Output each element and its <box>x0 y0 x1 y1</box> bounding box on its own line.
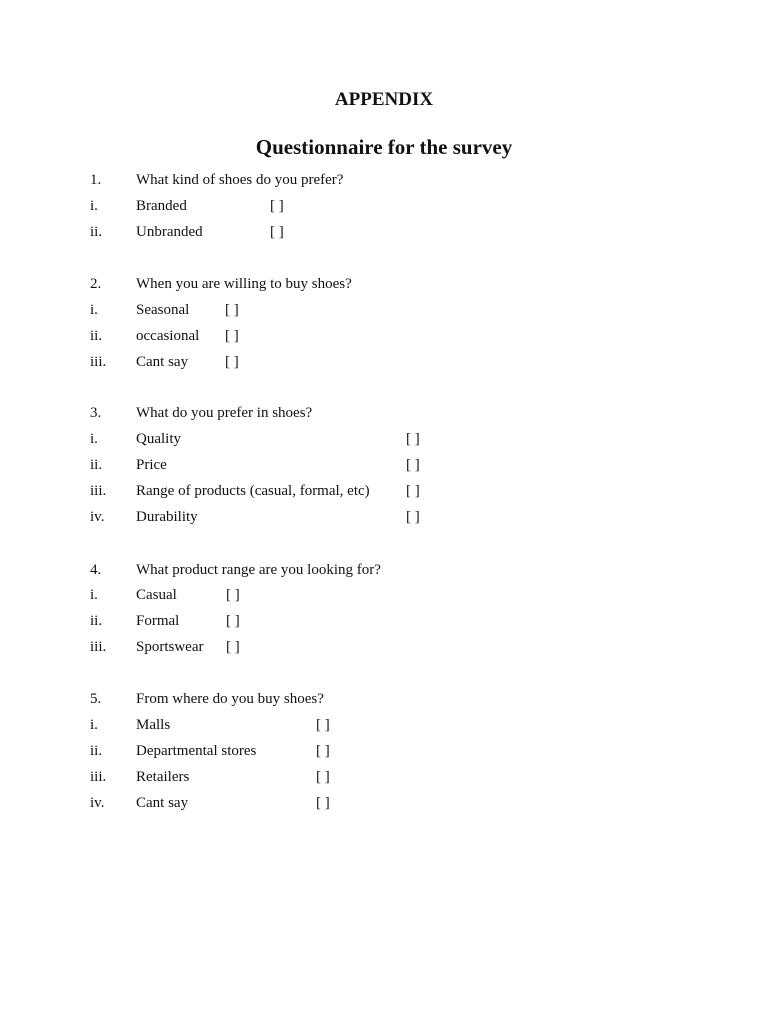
option-unbranded <box>0 222 768 242</box>
option-cant-say <box>0 793 768 813</box>
option-label: Seasonal <box>136 302 190 318</box>
option-branded <box>0 196 768 216</box>
question-text: When you are willing to buy shoes? <box>136 276 352 292</box>
option-range-of-products <box>0 481 768 501</box>
question-text: What kind of shoes do you prefer? <box>136 172 344 188</box>
option-label: Malls <box>136 717 171 733</box>
checkbox[interactable]: [ ] <box>316 717 330 733</box>
checkbox[interactable]: [ ] <box>226 613 240 629</box>
question-2 <box>0 274 768 294</box>
option-label: Cant say <box>136 354 189 370</box>
option-occasional <box>0 326 768 346</box>
checkbox[interactable]: [ ] <box>316 769 330 785</box>
option-durability <box>0 507 768 527</box>
question-5 <box>0 689 768 709</box>
option-marker: iv. <box>90 509 105 525</box>
option-label: Formal <box>136 613 180 629</box>
question-text: What do you prefer in shoes? <box>136 405 313 421</box>
option-marker: iii. <box>90 483 107 499</box>
option-quality <box>0 429 768 449</box>
question-4 <box>0 560 768 580</box>
page-subtitle: Questionnaire for the survey <box>255 135 513 159</box>
option-departmental-stores <box>0 741 768 761</box>
checkbox[interactable]: [ ] <box>225 302 239 318</box>
option-marker: iii. <box>90 354 107 370</box>
question-1 <box>0 170 768 190</box>
question-number: 4. <box>90 562 102 578</box>
checkbox[interactable]: [ ] <box>226 587 240 603</box>
option-price <box>0 455 768 475</box>
question-text: What product range are you looking for? <box>136 562 381 578</box>
option-marker: ii. <box>90 613 103 629</box>
option-marker: ii. <box>90 328 103 344</box>
option-marker: ii. <box>90 743 103 759</box>
option-label: Casual <box>136 587 177 603</box>
page-title: APPENDIX <box>334 89 434 110</box>
question-number: 1. <box>90 172 102 188</box>
option-label: Cant say <box>136 795 189 811</box>
option-casual <box>0 585 768 605</box>
option-cant-say <box>0 352 768 372</box>
option-label: Branded <box>136 198 187 214</box>
checkbox[interactable]: [ ] <box>225 328 239 344</box>
checkbox[interactable]: [ ] <box>316 795 330 811</box>
option-sportswear <box>0 637 768 657</box>
question-number: 2. <box>90 276 102 292</box>
checkbox[interactable]: [ ] <box>406 431 420 447</box>
checkbox[interactable]: [ ] <box>270 224 284 240</box>
option-label: Quality <box>136 431 181 447</box>
question-3 <box>0 403 768 423</box>
question-number: 3. <box>90 405 102 421</box>
option-marker: iii. <box>90 639 107 655</box>
option-marker: ii. <box>90 457 103 473</box>
option-marker: i. <box>90 302 98 318</box>
option-marker: iii. <box>90 769 107 785</box>
option-label: Sportswear <box>136 639 204 655</box>
option-seasonal <box>0 300 768 320</box>
checkbox[interactable]: [ ] <box>225 354 239 370</box>
option-marker: iv. <box>90 795 105 811</box>
checkbox[interactable]: [ ] <box>406 483 420 499</box>
checkbox[interactable]: [ ] <box>406 457 420 473</box>
option-label: Unbranded <box>136 224 203 240</box>
option-label: Durability <box>136 509 198 525</box>
option-marker: i. <box>90 717 98 733</box>
option-malls <box>0 715 768 735</box>
checkbox[interactable]: [ ] <box>406 509 420 525</box>
option-marker: i. <box>90 587 98 603</box>
option-label: occasional <box>136 328 200 344</box>
question-text: From where do you buy shoes? <box>136 691 324 707</box>
option-label: Retailers <box>136 769 190 785</box>
option-label: Departmental stores <box>136 743 257 759</box>
checkbox[interactable]: [ ] <box>316 743 330 759</box>
option-label: Price <box>136 457 167 473</box>
checkbox[interactable]: [ ] <box>270 198 284 214</box>
option-formal <box>0 611 768 631</box>
option-marker: i. <box>90 431 98 447</box>
option-marker: ii. <box>90 224 103 240</box>
option-marker: i. <box>90 198 98 214</box>
option-label: Range of products (casual, formal, etc) <box>136 483 370 499</box>
question-number: 5. <box>90 691 102 707</box>
option-retailers <box>0 767 768 787</box>
checkbox[interactable]: [ ] <box>226 639 240 655</box>
